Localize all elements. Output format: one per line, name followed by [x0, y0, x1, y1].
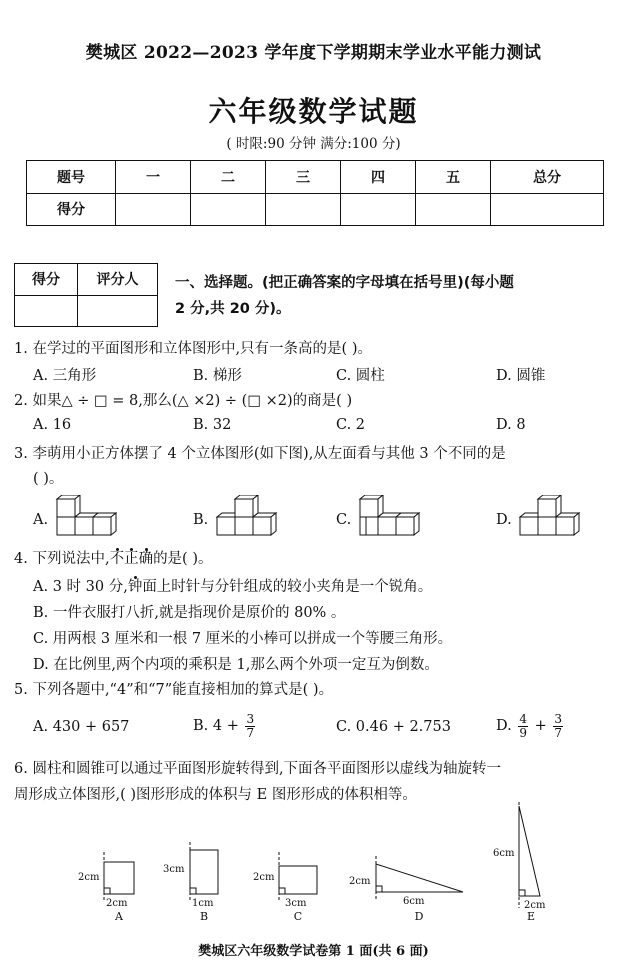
question-6-stem-line2: 周形成立体图形,( )图形形成的体积与 E 图形形成的体积相等。 [14, 787, 417, 803]
score-cell [116, 193, 191, 226]
q6-a-height-label: 2cm [78, 872, 100, 883]
q6-rotation-figures [0, 800, 627, 930]
q6-figure-b [190, 842, 218, 900]
q3-cube-figure-a [55, 495, 117, 539]
q4-stem-post: 的是( )。 [153, 551, 213, 567]
score-cell [416, 193, 491, 226]
q1-option-b: B. 梯形 [193, 368, 242, 384]
score-header-cell: 三 [266, 161, 341, 194]
q6-d-width-label: 6cm [403, 896, 425, 907]
question-5-stem: 5. 下列各题中,“4”和“7”能直接相加的算式是( )。 [14, 682, 334, 698]
q5-option-b-pre: B. 4 + [193, 718, 239, 734]
q6-label-e: E [526, 910, 536, 923]
score-row-label: 得分 [27, 193, 116, 226]
q6-c-width-label: 3cm [285, 898, 307, 909]
q4-option-b: B. 一件衣服打八折,就是指现价是原价的 80% 。 [33, 605, 346, 621]
q5-option-d-plus: + [534, 718, 547, 734]
grader-score-cell [15, 295, 78, 327]
q1-option-d: D. 圆锥 [496, 368, 546, 384]
section-1-heading [175, 270, 595, 322]
score-cell [266, 193, 341, 226]
page-footer: 樊城区六年级数学试卷第 1 面(共 6 面) [198, 944, 429, 959]
q3-cube-figure-b [215, 495, 281, 539]
q3-option-b: B. [193, 512, 209, 528]
q2-option-a: A. 16 [33, 417, 72, 433]
q6-figure-d [376, 856, 463, 900]
score-table [26, 160, 604, 226]
q3-option-a: A. [33, 512, 49, 528]
fraction-denominator: 7 [246, 725, 255, 740]
q2-option-c: C. 2 [336, 417, 366, 433]
fraction-denominator: 9 [519, 725, 527, 740]
grader-name-cell [78, 295, 158, 327]
q5-option-d-pre: D. [496, 718, 512, 734]
score-table-row [27, 193, 604, 226]
question-2-stem: 2. 如果△ ÷ □ = 8,那么(△ ×2) ÷ (□ ×2)的商是( ) [14, 393, 353, 409]
q6-figure-e [519, 802, 540, 908]
q4-option-d: D. 在比例里,两个内项的乘积是 1,那么两个外项一定互为倒数。 [33, 657, 439, 673]
q4-emphasis-char: 正 [124, 551, 139, 567]
q4-option-a-post: 面上时针与分针组成的较小夹角是一个锐角。 [142, 579, 433, 595]
q6-b-width-label: 1cm [192, 898, 214, 909]
exam-header-title: 樊城区 2022—2023 学年度下学期期末学业水平能力测试 [85, 43, 542, 63]
q2-option-b: B. 32 [193, 417, 232, 433]
q6-b-height-label: 3cm [163, 864, 185, 875]
exam-time-info: ( 时限:90 分钟 满分:100 分) [226, 136, 401, 152]
score-cell [341, 193, 416, 226]
q3-option-c: C. [336, 512, 352, 528]
q5-option-d [496, 708, 565, 744]
score-header-cell: 总分 [491, 161, 604, 194]
q4-option-c: C. 用两根 3 厘米和一根 7 厘米的小棒可以拼成一个等腰三角形。 [33, 631, 453, 647]
question-1-stem: 1. 在学过的平面图形和立体图形中,只有一条高的是( )。 [14, 341, 372, 357]
q6-d-height-label: 2cm [349, 876, 371, 887]
score-header-cell: 四 [341, 161, 416, 194]
score-header-cell: 二 [191, 161, 266, 194]
fraction-numerator: 3 [246, 711, 255, 726]
section-1-line2: 2 分,共 20 分)。 [175, 301, 291, 317]
q6-label-b: B [199, 910, 209, 923]
q2-option-d: D. 8 [496, 417, 526, 433]
fraction-numerator: 3 [554, 711, 562, 726]
grader-table [14, 263, 158, 327]
q6-label-c: C [293, 910, 303, 923]
q5-option-b-fraction [245, 713, 255, 740]
q4-option-a [33, 575, 432, 596]
question-4-stem [14, 548, 213, 570]
q4-option-a-emphasis: 钟 [127, 579, 143, 595]
q5-option-b [193, 708, 257, 744]
section-1-line1: 一、选择题。(把正确答案的字母填在括号里)(每小题 [175, 275, 514, 291]
q6-label-d: D [414, 910, 424, 923]
q5-option-c: C. 0.46 + 2.753 [336, 719, 451, 735]
q4-emphasis-char: 不 [109, 551, 125, 567]
grader-name-label: 评分人 [78, 264, 158, 296]
q6-figure-a [104, 852, 134, 900]
score-header-cell: 一 [116, 161, 191, 194]
q4-option-a-pre: A. 3 时 30 分, [33, 579, 128, 595]
score-cell [191, 193, 266, 226]
q3-cube-figure-d [518, 495, 584, 539]
score-cell [491, 193, 604, 226]
q3-cube-figure-c [358, 495, 424, 539]
question-3-stem-line2: ( )。 [33, 471, 64, 487]
q6-e-width-label: 2cm [524, 900, 546, 911]
q6-label-a: A [115, 910, 123, 923]
question-6-stem-line1: 6. 圆柱和圆锥可以通过平面图形旋转得到,下面各平面图形以虚线为轴旋转一 [14, 761, 502, 777]
score-table-header-row [27, 161, 604, 194]
grader-score-label: 得分 [15, 264, 78, 296]
q1-option-c: C. 圆柱 [336, 368, 385, 384]
q4-emphasis-char: 确 [138, 551, 154, 567]
question-3-stem-line1: 3. 李萌用小正方体摆了 4 个立体图形(如下图),从左面看与其他 3 个不同的是 [14, 446, 506, 462]
q6-figure-c [279, 852, 317, 900]
score-header-cell: 题号 [27, 161, 116, 194]
exam-subject-title: 六年级数学试题 [208, 95, 419, 128]
score-header-cell: 五 [416, 161, 491, 194]
q5-option-d-fraction-1 [518, 713, 528, 740]
q5-option-d-fraction-2 [553, 713, 563, 740]
fraction-numerator: 4 [519, 711, 527, 726]
fraction-denominator: 7 [554, 725, 562, 740]
q6-a-width-label: 2cm [106, 898, 128, 909]
q5-option-a: A. 430 + 657 [33, 719, 130, 735]
q6-c-height-label: 2cm [253, 872, 275, 883]
q3-option-d: D. [496, 512, 512, 528]
q1-option-a: A. 三角形 [33, 368, 97, 384]
q6-e-height-label: 6cm [493, 848, 515, 859]
q4-stem-pre: 4. 下列说法中, [14, 551, 110, 567]
